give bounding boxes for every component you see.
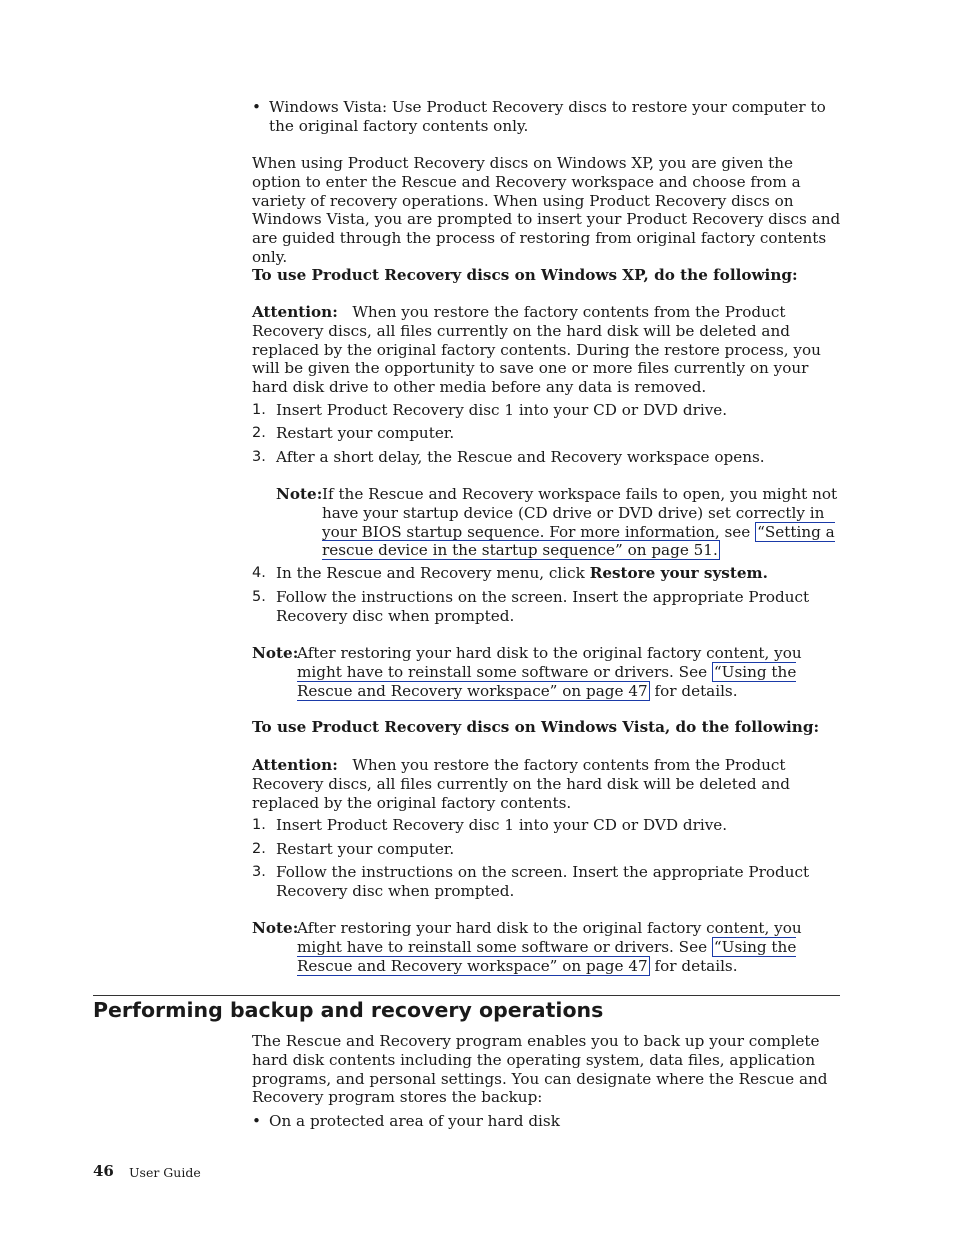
xp-step-2 bbox=[252, 424, 842, 443]
step-text: After a short delay, the Rescue and Recovery workspace opens. bbox=[276, 448, 765, 466]
note-label: Note: bbox=[276, 485, 323, 503]
vista-step-2 bbox=[252, 840, 842, 859]
section-title: Performing backup and recovery operations bbox=[93, 998, 604, 1022]
note-text: After restoring your hard disk to the original factory content, you might have to reinstall some software or drivers. See bbox=[297, 919, 802, 956]
step-number: 3. bbox=[252, 449, 266, 465]
xp-step-5 bbox=[252, 588, 842, 628]
note-label: Note: bbox=[252, 644, 299, 662]
xp-note bbox=[252, 644, 842, 704]
step-text: Insert Product Recovery disc 1 into your CD or DVD drive. bbox=[276, 401, 728, 419]
page-number: 46 bbox=[93, 1162, 114, 1180]
section-paragraph: The Rescue and Recovery program enables you to back up your complete hard disk contents including the operating system, data files, application programs, and personal settings. You can designate where the Rescue and Recovery program stores the backup: bbox=[252, 1032, 828, 1107]
note-text: If the Rescue and Recovery workspace fails to open, you might not have your startup device (CD drive or DVD drive) set correctly in your BIOS startup sequence. For more information, see bbox=[322, 485, 838, 541]
note-label: Note: bbox=[252, 919, 299, 937]
step-text-plain: In the Rescue and Recovery menu, click bbox=[276, 564, 585, 582]
note-text: After restoring your hard disk to the original factory content, you might have to reinstall some software or drivers. See bbox=[297, 644, 802, 681]
step-text: Restart your computer. bbox=[276, 424, 455, 442]
bullet-vista bbox=[252, 98, 842, 138]
attention-label: Attention: bbox=[252, 303, 338, 321]
step-text: Follow the instructions on the screen. Insert the appropriate Product Recovery disc when prompted. bbox=[276, 588, 810, 625]
step-number: 3. bbox=[252, 864, 266, 880]
vista-heading: To use Product Recovery discs on Windows Vista, do the following: bbox=[252, 718, 820, 736]
attention-text: When you restore the factory contents from the Product Recovery discs, all files currently on the hard disk will be deleted and replaced by the original factory contents. During the restore process, you will be given the opportunity to save one or more files currently on your hard disk drive to other media before any data is removed. bbox=[252, 303, 821, 397]
bullet-marker: • bbox=[252, 98, 261, 116]
xp-step-3 bbox=[252, 448, 842, 467]
step-number: 1. bbox=[252, 402, 266, 418]
step-text: Follow the instructions on the screen. Insert the appropriate Product Recovery disc when prompted. bbox=[276, 863, 810, 900]
vista-note bbox=[252, 919, 842, 979]
step-number: 1. bbox=[252, 817, 266, 833]
xp-step3-note bbox=[276, 485, 842, 565]
step-text: Insert Product Recovery disc 1 into your CD or DVD drive. bbox=[276, 816, 728, 834]
step-number: 5. bbox=[252, 589, 266, 605]
step-number: 2. bbox=[252, 841, 266, 857]
bullet-protected-area bbox=[252, 1112, 842, 1131]
bullet-text: On a protected area of your hard disk bbox=[269, 1112, 560, 1130]
bullet-text: Windows Vista: Use Product Recovery discs to restore your computer to the original factory contents only. bbox=[269, 98, 826, 135]
intro-paragraph: When using Product Recovery discs on Windows XP, you are given the option to enter the Rescue and Recovery workspace and choose from a variety of recovery operations. When using Product Recovery discs on Windows Vista, you are prompted to insert your Product Recovery discs and are guided through the process of restoring from original factory contents only. bbox=[252, 154, 841, 266]
vista-step-3 bbox=[252, 863, 842, 903]
step-number: 2. bbox=[252, 425, 266, 441]
footer-doc-title: User Guide bbox=[129, 1165, 201, 1180]
xp-heading: To use Product Recovery discs on Windows XP, do the following: bbox=[252, 266, 798, 284]
step-text: Restart your computer. bbox=[276, 840, 455, 858]
link-rescue-workspace[interactable]: “Using the Rescue and Recovery workspace” on page 47 bbox=[297, 937, 797, 975]
section-rule bbox=[93, 995, 840, 996]
note-after: for details. bbox=[654, 681, 738, 700]
attention-text: When you restore the factory contents from the Product Recovery discs, all files currently on the hard disk will be deleted and replaced by the original factory contents. bbox=[252, 756, 790, 812]
link-rescue-workspace[interactable]: “Using the Rescue and Recovery workspace” on page 47 bbox=[297, 662, 797, 700]
vista-step-1 bbox=[252, 816, 842, 835]
xp-step-4 bbox=[252, 564, 842, 583]
link-rescue-device[interactable]: “Setting a rescue device in the startup sequence” on page 51. bbox=[322, 522, 835, 560]
step-text bbox=[276, 564, 846, 583]
attention-label: Attention: bbox=[252, 756, 338, 774]
xp-attention bbox=[252, 303, 842, 397]
step-number: 4. bbox=[252, 565, 266, 581]
xp-step-1 bbox=[252, 401, 842, 420]
note-after: for details. bbox=[654, 956, 738, 975]
step-text-bold: Restore your system. bbox=[589, 564, 768, 582]
bullet-marker: • bbox=[252, 1112, 261, 1130]
vista-attention bbox=[252, 756, 842, 812]
